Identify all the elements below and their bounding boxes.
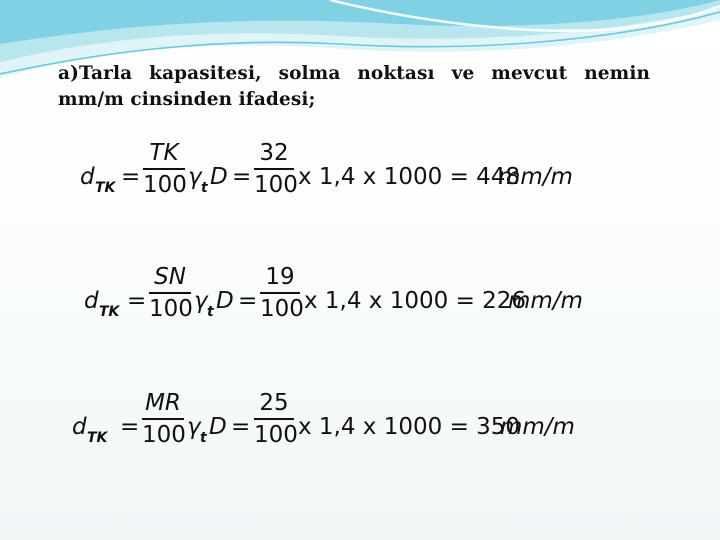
equation-fraction-1 [149, 264, 191, 322]
fraction-denominator: 100 [149, 296, 193, 322]
equation-gamma-subscript: t [201, 180, 208, 196]
equation-gamma: γ [188, 164, 202, 190]
fraction-denominator: 100 [254, 172, 298, 198]
fraction-numerator: MR [145, 390, 181, 416]
fraction-bar [143, 168, 185, 170]
fraction-numerator: TK [149, 140, 179, 166]
equation-fraction-2 [260, 264, 304, 322]
slide-heading: a)Tarla kapasitesi, solma noktası ve mevcut nemin mm/m cinsinden ifadesi; [58, 63, 650, 110]
fraction-denominator: 100 [254, 422, 298, 448]
equation-lhs-subscript: TK [95, 180, 116, 196]
equation-equals-2: = [231, 414, 251, 440]
fraction-numerator: 19 [265, 264, 295, 290]
fraction-bar [254, 418, 294, 420]
equation-fraction-2 [254, 390, 298, 448]
equation-equals: = [127, 288, 147, 314]
equation-result: x 1,4 x 1000 = 350 [298, 414, 521, 440]
equation-gamma-subscript: t [207, 304, 214, 320]
fraction-denominator: 100 [260, 296, 304, 322]
equation-unit: mm/m [500, 414, 575, 440]
equation-lhs-var: d [84, 288, 99, 314]
equation-lhs-subscript: TK [87, 430, 108, 446]
fraction-numerator: 32 [259, 140, 289, 166]
equation-fraction-2 [254, 140, 298, 198]
equation-equals-2: = [232, 164, 252, 190]
equation-lhs-subscript: TK [99, 304, 120, 320]
fraction-denominator: 100 [142, 422, 186, 448]
equation-gamma-subscript: t [200, 430, 207, 446]
equation-depth-var: D [216, 288, 234, 314]
equation-lhs-var: d [72, 414, 87, 440]
fraction-bar [254, 168, 294, 170]
fraction-bar [260, 292, 300, 294]
equation-gamma: γ [187, 414, 201, 440]
fraction-bar [149, 292, 191, 294]
equation-equals: = [121, 164, 141, 190]
fraction-denominator: 100 [143, 172, 187, 198]
equation-gamma: γ [194, 288, 208, 314]
equation-equals: = [120, 414, 140, 440]
equation-fraction-1 [142, 390, 184, 448]
equation-equals-2: = [238, 288, 258, 314]
equation-result: x 1,4 x 1000 = 226 [304, 288, 527, 314]
equation-depth-var: D [209, 414, 227, 440]
fraction-numerator: 25 [259, 390, 289, 416]
fraction-numerator: SN [154, 264, 186, 290]
equation-depth-var: D [210, 164, 228, 190]
equation-fraction-1 [143, 140, 185, 198]
fraction-bar [142, 418, 184, 420]
equation-unit: mm/m [508, 288, 583, 314]
equation-lhs-var: d [80, 164, 95, 190]
equation-unit: mm/m [498, 164, 573, 190]
equation-result: x 1,4 x 1000 = 448 [298, 164, 521, 190]
